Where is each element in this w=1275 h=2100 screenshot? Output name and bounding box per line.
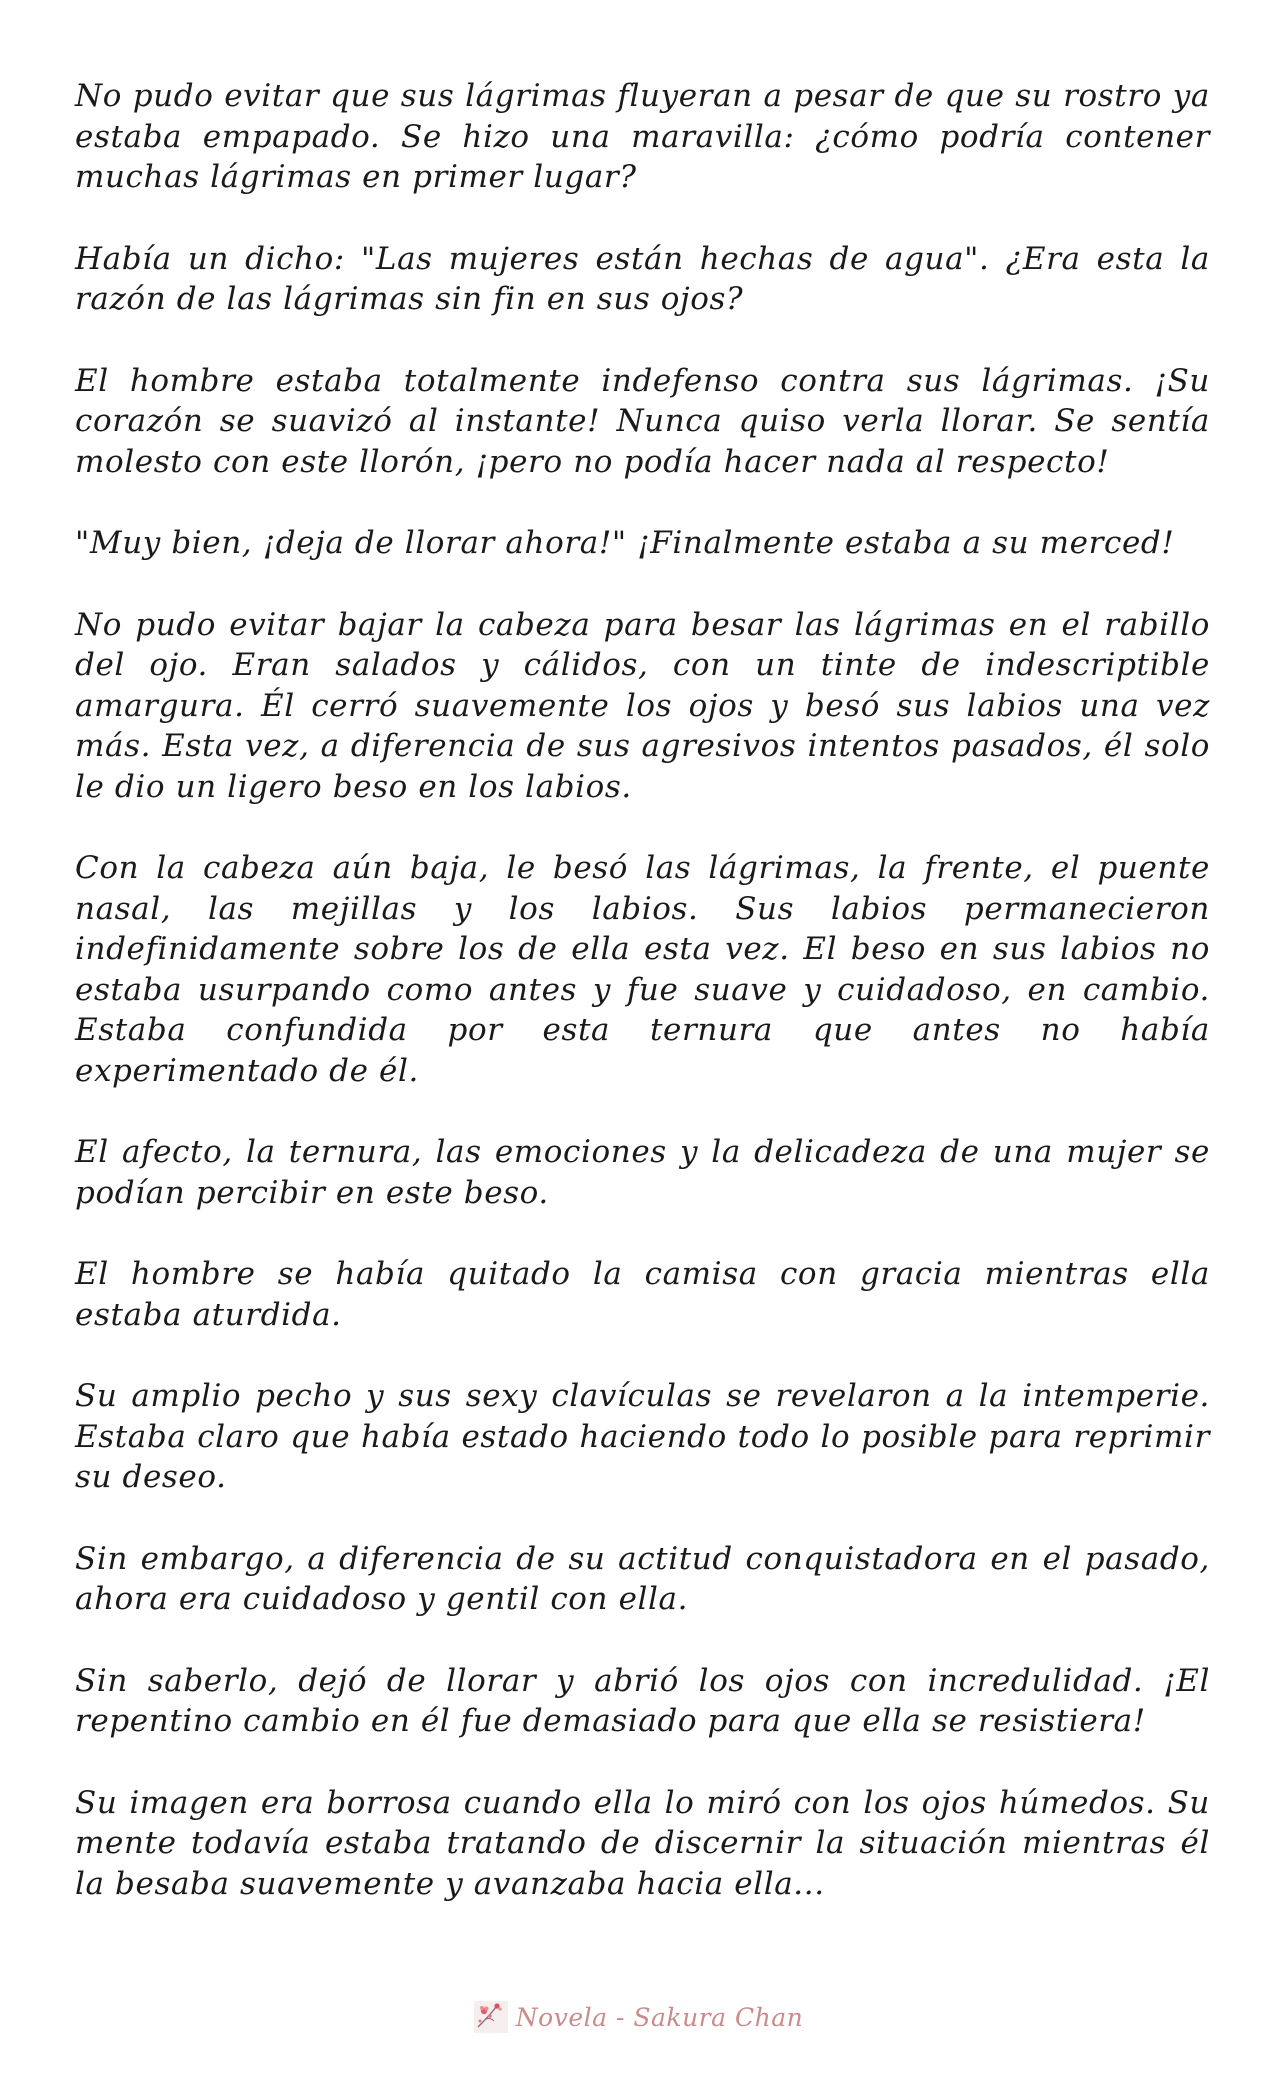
paragraph: El afecto, la ternura, las emociones y la delicadeza de una mujer se podían percibir en este beso. xyxy=(75,1134,1210,1211)
paragraph: Sin embargo, a diferencia de su actitud conquistadora en el pasado, ahora era cuidadoso y gentil con ella. xyxy=(75,1540,1210,1617)
paragraph: No pudo evitar bajar la cabeza para besar las lágrimas en el rabillo del ojo. Eran salados y cálidos, con un tinte de indescriptible amargura. Él cerró suavemente los ojos y besó sus labios una vez más. Esta vez, a diferencia de sus agresivos intentos pasados, él solo le dio un ligero beso en los labios. xyxy=(75,606,1210,805)
paragraph: Su amplio pecho y sus sexy clavículas se revelaron a la intemperie. Estaba claro que había estado haciendo todo lo posible para reprimir su deseo. xyxy=(75,1378,1210,1495)
paragraph: Con la cabeza aún baja, le besó las lágrimas, la frente, el puente nasal, las mejillas y los labios. Sus labios permanecieron indefinidamente sobre los de ella esta vez. El beso en sus labios no estaba usurpando como antes y fue suave y cuidadoso, en cambio. Estaba confundida por esta ternura que antes no había experimentado de él. xyxy=(75,850,1210,1089)
paragraph: El hombre se había quitado la camisa con gracia mientras ella estaba aturdida. xyxy=(75,1256,1210,1333)
text-body xyxy=(75,76,1210,1945)
paragraph: No pudo evitar que sus lágrimas fluyeran a pesar de que su rostro ya estaba empapado. Se hizo una maravilla: ¿cómo podría contener muchas lágrimas en primer lugar? xyxy=(75,78,1210,195)
paragraph: Sin saberlo, dejó de llorar y abrió los ojos con incredulidad. ¡El repentino cambio en él fue demasiado para que ella se resistiera! xyxy=(75,1662,1210,1739)
paragraph: Su imagen era borrosa cuando ella lo miró con los ojos húmedos. Su mente todavía estaba tratando de discernir la situación mientras él la besaba suavemente y avanzaba hacia ella... xyxy=(75,1784,1210,1902)
paragraph: Había un dicho: "Las mujeres están hechas de agua". ¿Era esta la razón de las lágrimas sin fin en sus ojos? xyxy=(75,240,1210,317)
sakura-flower-icon xyxy=(472,1997,512,2037)
footer-credit: Novela - Sakura Chan xyxy=(515,2002,804,2032)
paragraph: El hombre estaba totalmente indefenso contra sus lágrimas. ¡Su corazón se suavizó al instante! Nunca quiso verla llorar. Se sentía molesto con este llorón, ¡pero no podía hacer nada al respecto! xyxy=(75,362,1210,480)
footer xyxy=(0,1995,1275,2039)
paragraph: "Muy bien, ¡deja de llorar ahora!" ¡Finalmente estaba a su merced! xyxy=(75,525,1175,561)
footer-watermark xyxy=(472,1997,803,2037)
